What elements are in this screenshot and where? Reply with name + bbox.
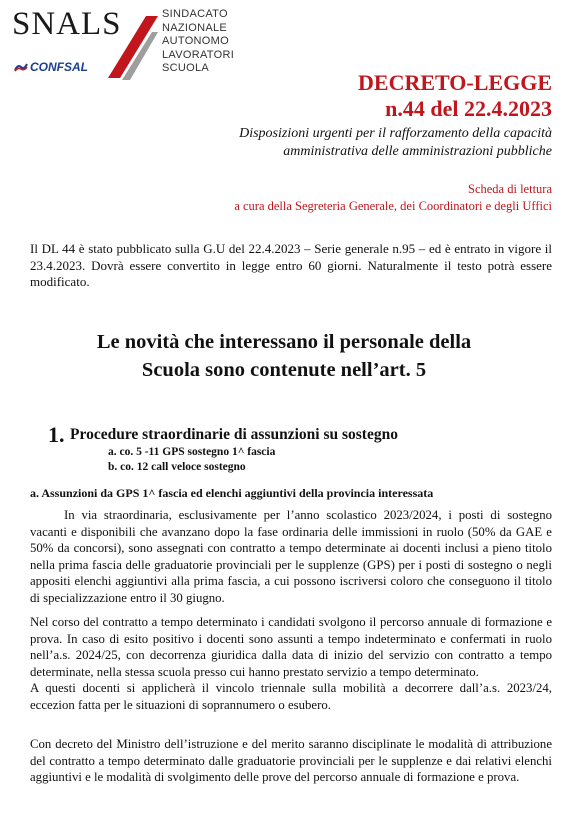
- main-headline: [0, 328, 568, 384]
- section-title: Procedure straordinarie di assunzioni su sostegno: [70, 426, 398, 443]
- subtitle-line2: amministrativa delle amministrazioni pubbliche: [283, 144, 552, 159]
- logo-org-line: NAZIONALE: [162, 21, 228, 34]
- scheda-note: [234, 181, 552, 215]
- logo-slash-mark: [100, 14, 160, 84]
- logo-org-name: [162, 8, 234, 76]
- headline-line2: Scuola sono contenute nell’art. 5: [141, 359, 427, 381]
- scheda-line2: a cura della Segreteria Generale, dei Coordinatori e degli Uffici: [234, 199, 552, 213]
- section-subitem: b. co. 12 call veloce sostegno: [108, 460, 246, 473]
- logo-org-line: SINDACATO: [162, 8, 228, 20]
- logo-org-line: AUTONOMO: [162, 35, 229, 48]
- logo-org-line: SCUOLA: [162, 62, 210, 75]
- subsection-heading: a. Assunzioni da GPS 1^ fascia ed elenchi aggiuntivi della provincia interessata: [30, 486, 434, 500]
- logo-confsal: [14, 60, 88, 74]
- scheda-line1: Scheda di lettura: [468, 182, 552, 196]
- body-paragraph-2: [30, 614, 552, 713]
- section-subitem: a. co. 5 -11 GPS sostegno 1^ fascia: [108, 446, 276, 458]
- snals-logo: [12, 6, 235, 80]
- logo-snals-text: SNALS: [12, 6, 122, 42]
- body-paragraph-2b: A questi docenti si applicherà il vincolo triennale sulla mobilità a decorrere dall’a.s. 2023/24, eccezion fatta per le situazioni di soprannumero o esubero.: [30, 681, 552, 712]
- section-subitems: [108, 445, 275, 474]
- section-number: 1.: [48, 422, 65, 447]
- confsal-flag-icon: [14, 62, 28, 72]
- headline-line1: Le novità che interessano il personale della: [96, 331, 472, 353]
- document-title-line1: DECRETO-LEGGE: [358, 70, 552, 95]
- body-paragraph-3: Con decreto del Ministro dell’istruzione e del merito saranno disciplinate le modalità di attribuzione del contratto a tempo determinato dalle graduatorie provinciali per le supplenze e dai relativi elenchi aggiuntivi e le modalità di svolgimento delle prove del percorso annuale di formazione e prova.: [30, 737, 552, 784]
- document-subtitle: [239, 125, 552, 161]
- subtitle-line1: Disposizioni urgenti per il rafforzamento della capacità: [239, 126, 552, 141]
- logo-org-line: LAVORATORI: [162, 48, 235, 61]
- logo-confsal-text: CONFSAL: [30, 60, 88, 74]
- body-paragraph-2a: Nel corso del contratto a tempo determinato i candidati svolgono il percorso annuale di formazione e prova. In caso di esito positivo i docenti sono assunti a tempo indeterminato e confermati in ruolo nell’a.s. 2024/25, con decorrenza giuridica dalla data di inizio del servizio con contratto a tempo determinate, nella stessa scuola presso cui hanno prestato servizio a tempo determinato.: [30, 615, 552, 679]
- intro-paragraph: Il DL 44 è stato pubblicato sulla G.U del 22.4.2023 – Serie generale n.95 – ed è entrato in vigore il 23.4.2023. Dovrà essere convertito in legge entro 60 giorni. Naturalmente il testo potrà essere modificato.: [30, 241, 552, 289]
- body-paragraph-1: In via straordinaria, esclusivamente per l’anno scolastico 2023/2024, i posti di sostegno vacanti e disponibili che avanzano dopo la fase ordinaria delle immissioni in ruolo (50% da GAE e 50% da concorsi), sono assegnati con contratto a tempo determinate ai docenti inclusi a pieno titolo nella prima fascia delle graduatorie provinciali per le supplenze (GPS) per i posti di sostegno o negli appositi elenchi aggiuntivi alla prima fascia, a cui possono iscriversi coloro che conseguono il titolo di specializzazione entro il 30 giugno.: [30, 508, 552, 605]
- document-title-line2: n.44 del 22.4.2023: [385, 96, 552, 121]
